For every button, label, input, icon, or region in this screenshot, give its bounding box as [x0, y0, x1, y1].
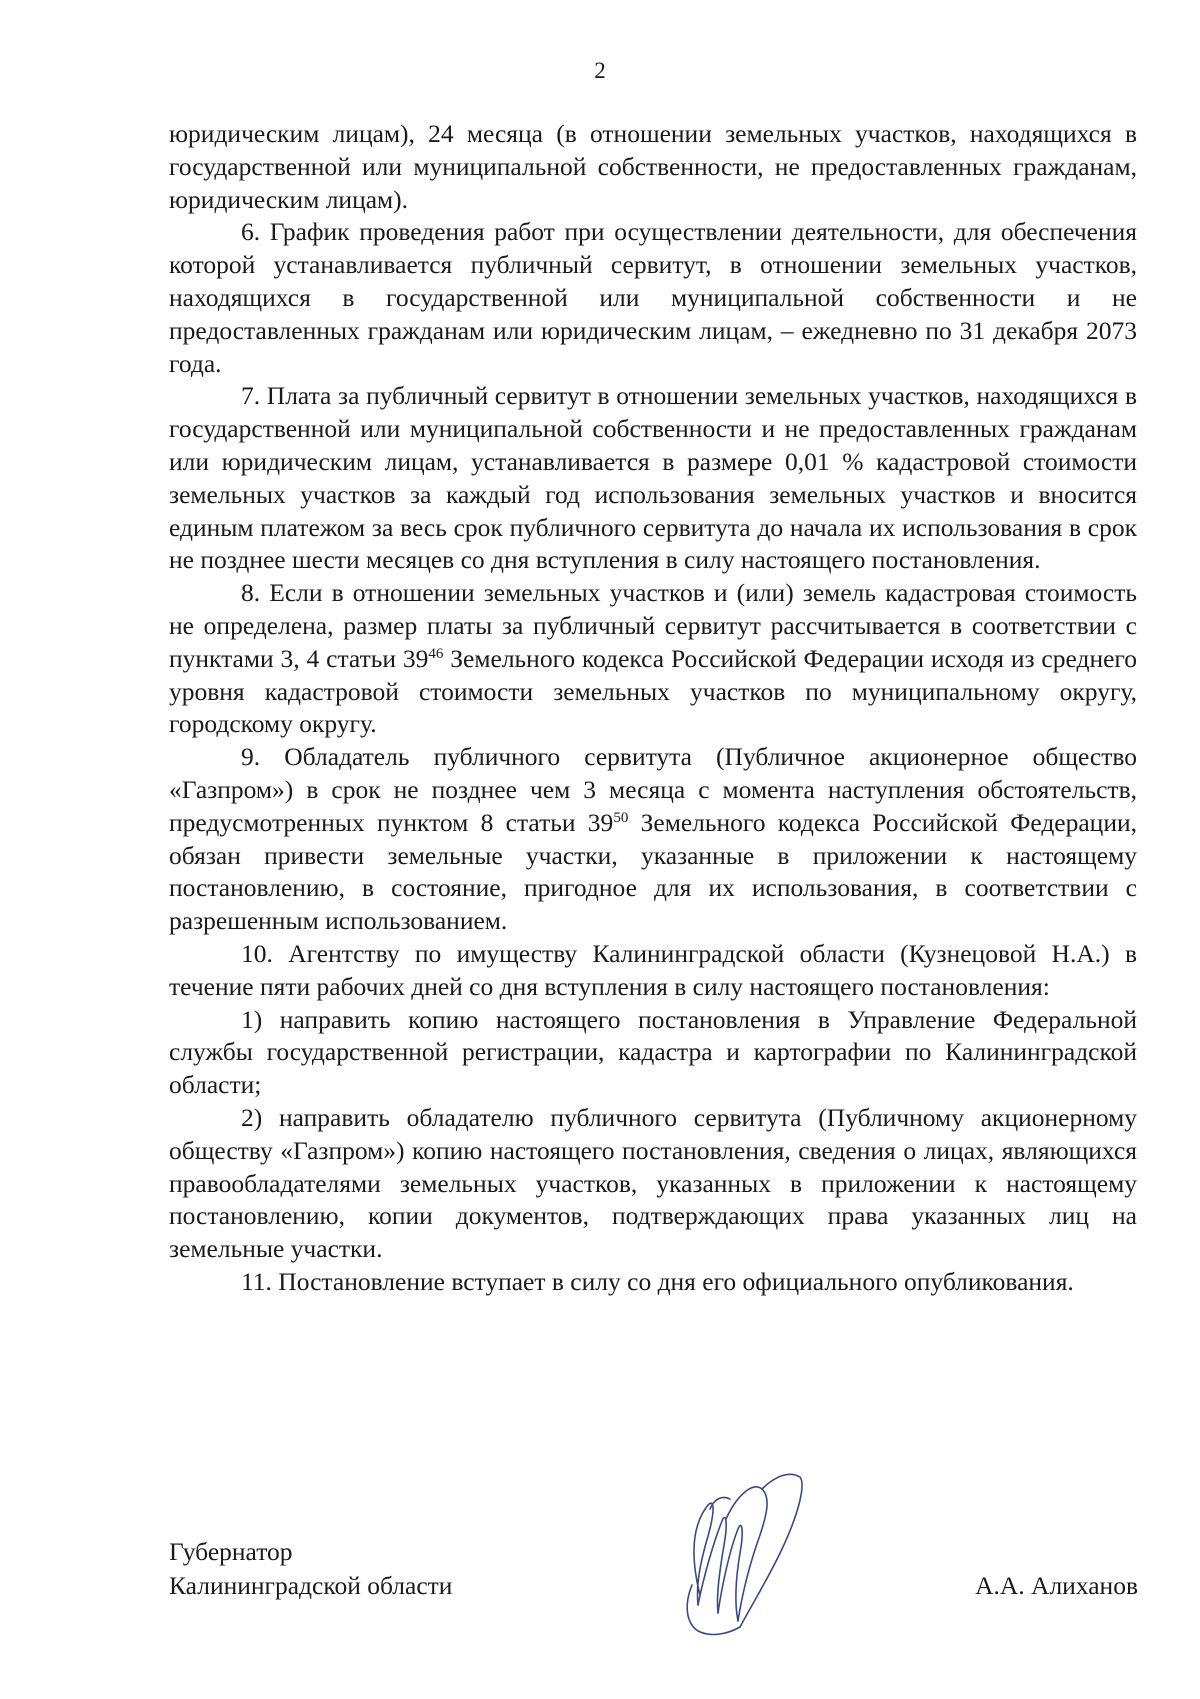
signatory-name: А.А. Алиханов	[975, 1571, 1138, 1600]
paragraph-7: 7. Плата за публичный сервитут в отношении земельных участков, находящихся в государственной или муниципальной собственности и не предоставленных гражданам или юридическим лицам, устанавливается в размере 0,01 % кадастровой стоимости земельных участков за каждый год использования земельных участков и вносится единым платежом за весь срок публичного сервитута до начала их использования в срок не позднее шести месяцев со дня вступления в силу настоящего постановления.	[169, 381, 1137, 575]
article-superscript-46: 46	[428, 645, 444, 662]
paragraph-10: 10. Агентству по имуществу Калининградской области (Кузнецовой Н.А.) в течение пяти рабочих дней со дня вступления в силу настоящего постановления:	[169, 938, 1137, 1001]
paragraph-6: 6. График проведения работ при осуществлении деятельности, для обеспечения которой устанавливается публичный сервитут, в отношении земельных участков, находящихся в государственной или муниципальной собственности и не предоставленных гражданам или юридическим лицам, – ежедневно по 31 декабря 2073 года.	[169, 217, 1137, 378]
page-number: 2	[594, 58, 606, 83]
article-superscript-50: 50	[613, 809, 629, 826]
paragraph-10-item-2: 2) направить обладателю публичного сервитута (Публичному акционерному обществу «Газпром») копию настоящего постановления, сведения о лицах, являющихся правообладателями земельных участков, указанных в приложении к настоящему постановлению, копии документов, подтверждающих права указанных лиц на земельные участки.	[169, 1102, 1137, 1264]
handwritten-signature	[630, 1445, 820, 1645]
paragraph-8-text-before: 8. Если в отношении земельных участков и (или) земель кадастровая стоимость не определена, размер платы за публичный сервитут рассчитывается в соответствии с пунктами 3, 4 статьи 39	[169, 578, 1137, 673]
paragraph-9-text-after: Земельного кодекса Российской Федерации, обязан привести земельные участки, указанные в приложении к настоящему постановлению, в состояние, пригодное для их использования, в соответствии с разрешенным использованием.	[169, 807, 1137, 936]
signatory-position	[169, 1535, 452, 1603]
paragraph-11: 11. Постановление вступает в силу со дня его официального опубликования.	[241, 1266, 1074, 1296]
paragraph-10-item-1: 1) направить копию настоящего постановления в Управление Федеральной службы государственной регистрации, кадастра и картографии по Калининградской области;	[169, 1004, 1137, 1100]
paragraph-9-text-before: 9. Обладатель публичного сервитута (Публичное акционерное общество «Газпром») в срок не позднее чем 3 месяца с момента наступления обстоятельств, предусмотренных пунктом 8 статьи 39	[169, 742, 1137, 837]
document-body	[169, 118, 1137, 1299]
paragraph-8-text-after: Земельного кодекса Российской Федерации исходя из среднего уровня кадастровой стоимости земельных участков по муниципальному округу, городскому округу.	[169, 643, 1137, 739]
paragraph-9	[169, 741, 1137, 938]
paragraph-continuation: юридическим лицам), 24 месяца (в отношении земельных участков, находящихся в государственной или муниципальной собственности, не предоставленных гражданам, юридическим лицам).	[169, 119, 1137, 214]
paragraph-8	[169, 577, 1137, 741]
signatory-region: Калининградской области	[169, 1571, 453, 1600]
signatory-title: Губернатор	[169, 1537, 293, 1566]
